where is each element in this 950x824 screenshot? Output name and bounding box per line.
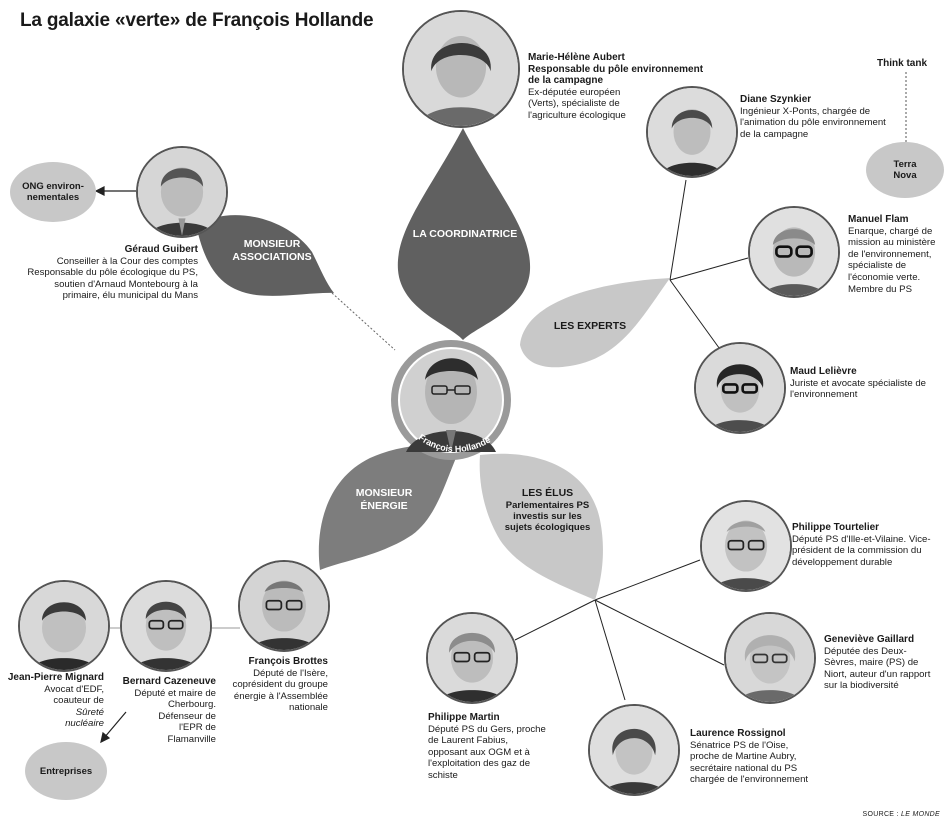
portrait-lelievre bbox=[694, 342, 786, 434]
connector-guibert-dotted bbox=[332, 293, 395, 350]
desc-tourtelier: Député PS d'Ille-et-Vilaine. Vice-président de la commission du développement durable bbox=[792, 533, 931, 568]
text-tourtelier bbox=[792, 522, 942, 568]
label-elus-sub: Parlementaires PS investis sur les sujets écologiques bbox=[504, 500, 591, 533]
label-elus bbox=[500, 487, 595, 533]
page-title: La galaxie «verte» de François Hollande bbox=[20, 10, 374, 31]
source-prefix: SOURCE : bbox=[862, 811, 899, 818]
bubble-terra-label: Terra Nova bbox=[893, 159, 917, 181]
connector-martin bbox=[515, 600, 595, 640]
portrait-tourtelier bbox=[700, 500, 792, 592]
name-guibert: Géraud Guibert bbox=[124, 244, 198, 255]
desc-rossignol: Sénatrice PS de l'Oise, proche de Martine Aubry, secrétaire national du PS chargée de l'environnement bbox=[690, 739, 809, 786]
name-martin: Philippe Martin bbox=[428, 712, 500, 723]
desc-brottes: Député de l'Isère, coprésident du groupe énergie à l'Assemblée nationale bbox=[232, 667, 328, 714]
bubble-terra-nova bbox=[866, 142, 944, 198]
portrait-flam bbox=[748, 206, 840, 298]
portrait-gaillard bbox=[724, 612, 816, 704]
name-brottes: François Brottes bbox=[248, 656, 328, 667]
portrait-martin bbox=[426, 612, 518, 704]
bubble-ong-label: ONG environ-nementales bbox=[22, 181, 84, 203]
name-flam: Manuel Flam bbox=[848, 214, 909, 225]
name-cazeneuve: Bernard Cazeneuve bbox=[122, 676, 216, 687]
portrait-brottes bbox=[238, 560, 330, 652]
text-martin bbox=[428, 712, 548, 782]
text-brottes bbox=[222, 656, 328, 714]
desc-cazeneuve: Député et maire de Cherbourg. Défenseur de l'EPR de Flamanville bbox=[134, 687, 216, 745]
text-rossignol bbox=[690, 728, 818, 786]
desc-martin: Député PS du Gers, proche de Laurent Fabius, opposant aux OGM et à l'exploitation des gaz de schiste bbox=[428, 723, 546, 781]
name-lelievre: Maud Lelièvre bbox=[790, 366, 857, 377]
name-szynkier: Diane Szynkier bbox=[740, 94, 812, 105]
name-gaillard: Geneviève Gaillard bbox=[824, 634, 915, 645]
text-mignard bbox=[6, 672, 104, 730]
label-elus-title: LES ÉLUS bbox=[521, 487, 574, 499]
portrait-mignard bbox=[18, 580, 110, 672]
name-rossignol: Laurence Rossignol bbox=[690, 728, 786, 739]
text-guibert bbox=[18, 244, 198, 302]
label-energie: MONSIEUR ÉNERGIE bbox=[355, 487, 413, 512]
bubble-ong bbox=[10, 162, 96, 222]
text-gaillard bbox=[824, 634, 932, 692]
desc-lelievre: Juriste et avocate spécialiste de l'environnement bbox=[790, 377, 926, 401]
label-associations: MONSIEUR ASSOCIATIONS bbox=[232, 238, 312, 263]
portrait-cazeneuve bbox=[120, 580, 212, 672]
bubble-entreprises bbox=[25, 742, 107, 800]
name-tourtelier: Philippe Tourtelier bbox=[792, 522, 880, 533]
source-credit bbox=[863, 811, 940, 818]
desc-flam: Enarque, chargé de mission au ministère de l'environnement, spécialiste de l'économie verte. Membre du PS bbox=[848, 225, 936, 295]
center-name: François Hollande bbox=[416, 432, 493, 455]
text-aubert bbox=[528, 52, 718, 122]
desc-guibert: Conseiller à la Cour des comptes Responsable du pôle écologique du PS, soutien d'Arnaud Montebourg à la primaire, élu municipal du Mans bbox=[27, 255, 198, 302]
text-flam bbox=[848, 214, 940, 295]
text-lelievre bbox=[790, 366, 930, 401]
think-tank-label: Think tank bbox=[877, 58, 928, 69]
desc-mignard bbox=[6, 684, 104, 730]
connector-flam bbox=[670, 258, 748, 280]
label-experts: LES EXPERTS bbox=[553, 320, 627, 332]
portrait-aubert bbox=[402, 10, 520, 128]
text-cazeneuve bbox=[120, 676, 216, 746]
name-mignard: Jean-Pierre Mignard bbox=[7, 672, 104, 683]
name-aubert: Marie-Hélène Aubert bbox=[528, 52, 625, 63]
bubble-entreprises-label: Entreprises bbox=[39, 765, 93, 777]
source-name: LE MONDE bbox=[901, 811, 940, 818]
connector-gaillard bbox=[595, 600, 724, 665]
desc-aubert: Ex-députée européen (Verts), spécialiste de l'agriculture écologique bbox=[528, 86, 626, 121]
portrait-rossignol bbox=[588, 704, 680, 796]
desc-szynkier: Ingénieur X-Ponts, chargée de l'animation du pôle environnement de la campagne bbox=[740, 105, 886, 140]
connector-tourtelier bbox=[595, 560, 700, 600]
portrait-guibert bbox=[136, 146, 228, 238]
desc-mignard-italic: Sûreté nucléaire bbox=[65, 706, 104, 730]
desc-mignard-prefix: Avocat d'EDF, coauteur de bbox=[44, 683, 104, 707]
connector-szynkier bbox=[670, 180, 686, 280]
label-coordinatrice: LA COORDINATRICE bbox=[412, 228, 518, 240]
role-aubert: Responsable du pôle environnement de la campagne bbox=[528, 63, 704, 87]
desc-gaillard: Députée des Deux-Sèvres, maire (PS) de Niort, auteur d'un rapport sur la biodiversité bbox=[824, 645, 931, 692]
connector-rossignol bbox=[595, 600, 625, 700]
text-szynkier bbox=[740, 94, 888, 140]
